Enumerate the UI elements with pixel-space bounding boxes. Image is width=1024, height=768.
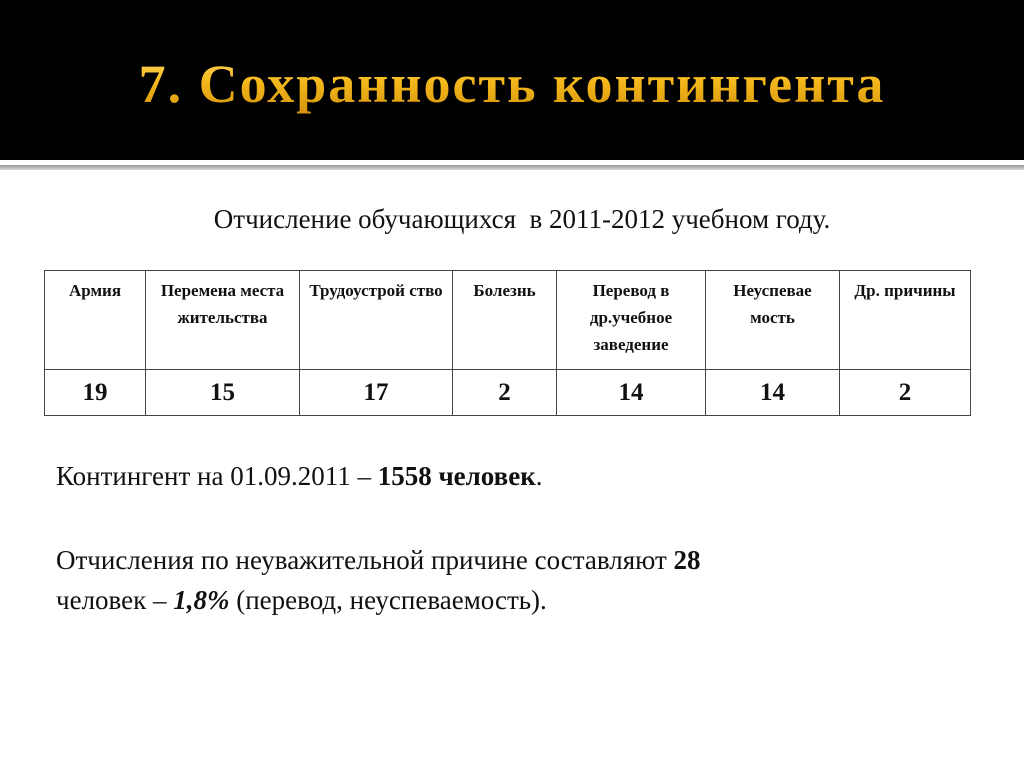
header-illness: Болезнь — [453, 271, 557, 370]
header-other: Др. причины — [840, 271, 971, 370]
header-transfer: Перевод в др.учебное заведение — [557, 271, 706, 370]
header-army: Армия — [45, 271, 146, 370]
value-employment: 17 — [300, 370, 453, 416]
expulsion-percent: 1,8% — [173, 585, 230, 615]
table-value-row — [45, 370, 971, 416]
contingent-prefix: Контингент на 01.09.2011 – — [56, 461, 378, 491]
table-header-row — [45, 271, 971, 370]
header-failure: Неуспевае мость — [706, 271, 840, 370]
header-employment: Трудоустрой ство — [300, 271, 453, 370]
expulsion-line2-prefix: человек – — [56, 585, 174, 615]
expulsion-statement-line2 — [56, 580, 547, 620]
expulsion-count: 28 — [673, 545, 701, 575]
value-transfer: 14 — [557, 370, 706, 416]
table-caption: Отчисление обучающихся в 2011-2012 учебном году. — [213, 204, 831, 234]
contingent-statement — [56, 456, 543, 496]
value-relocation: 15 — [146, 370, 300, 416]
expulsion-line2-suffix: (перевод, неуспеваемость). — [229, 585, 547, 615]
header-relocation: Перемена места жительства — [146, 271, 300, 370]
value-army: 19 — [45, 370, 146, 416]
expulsion-prefix: Отчисления по неуважительной причине составляют — [56, 545, 674, 575]
contingent-value: 1558 человек — [377, 461, 536, 491]
title-bar — [0, 0, 1024, 160]
expulsion-reasons-table — [44, 270, 971, 416]
expulsion-statement-line1 — [56, 540, 701, 580]
slide-title: 7. Сохранность контингента — [138, 54, 886, 114]
value-illness: 2 — [453, 370, 557, 416]
value-failure: 14 — [706, 370, 840, 416]
value-other: 2 — [840, 370, 971, 416]
title-divider — [0, 165, 1024, 170]
contingent-suffix: . — [535, 461, 543, 491]
